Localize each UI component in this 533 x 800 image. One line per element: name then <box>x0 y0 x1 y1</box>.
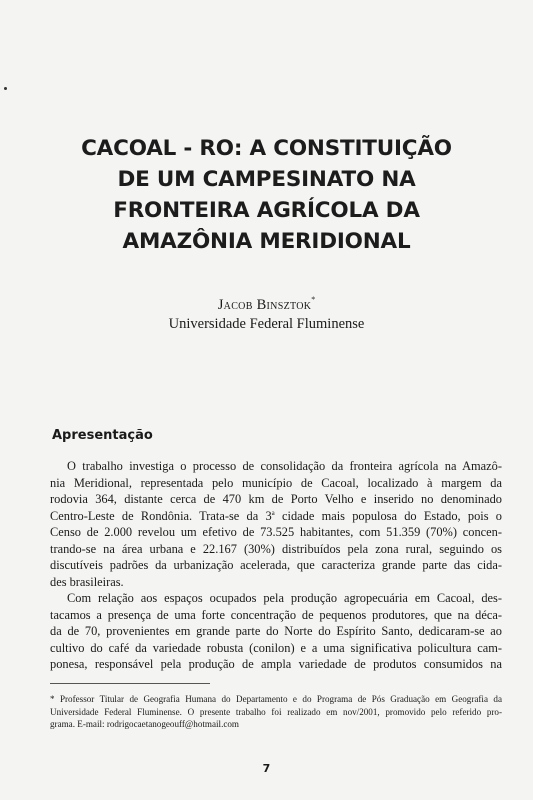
footnote-line: grama. E-mail: rodrigocaetanogeouff@hotmail.com <box>50 719 240 729</box>
body-line: Com relação aos espaços ocupados pela produção agropecuária em Cacoal, des- <box>67 591 502 605</box>
body-line: tacamos a presença de uma forte concentração de pequenos produtores, que na déca- <box>50 607 502 622</box>
body-line: O trabalho investiga o processo de consolidação da fronteira agrícola na Amazô- <box>67 459 502 473</box>
body-line: nia Meridional, representada pelo município de Cacoal, localizado à margem da <box>50 475 502 490</box>
footnote-line: * Professor Titular de Geografia Humana do Departamento e do Programa de Pós Graduação em Geografia da <box>50 694 502 704</box>
body-line: ponesa, responsável pela produção de ampla variedade de produtos consumidos na <box>50 657 502 671</box>
section-heading: Apresentação <box>52 428 153 443</box>
title-line-4: AMAZÔNIA MERIDIONAL <box>122 229 411 254</box>
footnote <box>50 693 502 731</box>
body-line-part: cidade mais populosa do Estado, pois o <box>274 508 502 523</box>
body-line-part: Centro-Leste de Rondônia. Trata-se da 3 <box>50 508 272 523</box>
body-line: des brasileiras. <box>50 574 124 589</box>
ordinal-superscript: a <box>271 508 275 517</box>
body-line: discutíveis padrões da urbanização acelerada, que caracteriza grande parte das cida- <box>50 558 502 572</box>
page-number: 7 <box>262 762 271 775</box>
footnote-divider <box>50 683 210 684</box>
title-line-3: FRONTEIRA AGRÍCOLA DA <box>113 198 420 223</box>
author-line <box>0 290 533 315</box>
footnote-line: Universidade Federal Fluminense. O presente trabalho foi realizado em nov/2001, promovido pelo referido pro- <box>50 706 502 717</box>
author-block <box>0 290 533 334</box>
article-title <box>40 133 493 257</box>
body-line: cultivo do café da variedade robusta (conilon) e a uma significativa policultura cam- <box>50 640 502 655</box>
scan-speck <box>4 87 7 90</box>
body-text <box>50 458 502 673</box>
body-line: Censo de 2.000 revelou um efetivo de 73.525 habitantes, com 51.359 (70%) concen- <box>50 525 502 539</box>
author-footnote-mark: * <box>311 295 316 304</box>
body-line: rodovia 364, distante cerca de 470 km de Porto Velho e inserido no denominado <box>50 492 502 506</box>
body-line <box>50 508 502 525</box>
body-line: trando-se na área urbana e 22.167 (30%) distribuídos pela zona rural, seguindo os <box>50 541 502 556</box>
body-line: da de 70, provenientes em grande parte do Norte do Espírito Santo, dedicaram-se ao <box>50 624 502 638</box>
author-name: Jacob Binsztok <box>217 297 312 313</box>
author-affiliation: Universidade Federal Fluminense <box>168 316 365 332</box>
title-line-1: CACOAL - RO: A CONSTITUIÇÃO <box>81 136 452 161</box>
title-line-2: DE UM CAMPESINATO NA <box>117 167 416 192</box>
